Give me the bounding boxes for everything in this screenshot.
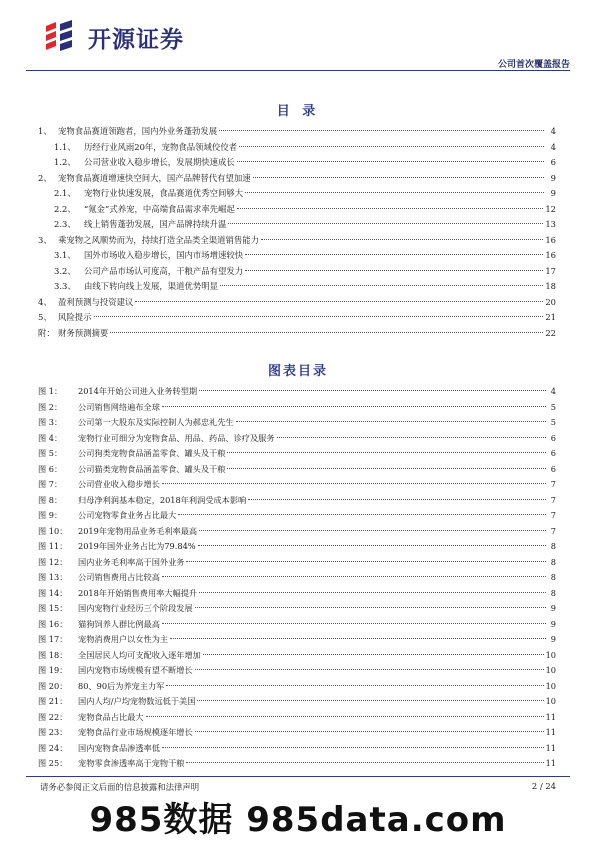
figure-entry[interactable]: [38, 524, 556, 540]
toc-entry-number: 1.1、: [54, 141, 76, 152]
toc-entry[interactable]: [38, 233, 556, 249]
figure-leader-dots: [198, 545, 546, 546]
figure-entry[interactable]: [38, 648, 556, 664]
figure-entry[interactable]: [38, 601, 556, 617]
figure-entry-text: 公司狗类宠物食品涵盖零食、罐头及干粮: [78, 448, 226, 458]
figure-entry-number: 图 4：: [38, 432, 63, 443]
toc-entry-number: 3.3、: [54, 281, 76, 291]
figure-entry-page: 7: [550, 510, 556, 520]
figure-entry-number: 图 14：: [38, 587, 68, 598]
figure-entry-text: 公司销售网络遍布全球: [78, 401, 160, 412]
figure-entry-page: 11: [545, 742, 556, 753]
figure-entry-number: 图 5：: [38, 448, 63, 458]
toc-leader-dots: [219, 130, 544, 131]
figure-entry-text: 公司销售费用占比较高: [78, 572, 160, 582]
figure-entry[interactable]: [38, 431, 556, 447]
toc-leader-dots: [253, 177, 544, 178]
figure-entry[interactable]: [38, 741, 556, 757]
figure-entry-page: 7: [550, 494, 556, 505]
toc-entry[interactable]: [38, 310, 556, 326]
toc-entry-text: 财务预测摘要: [58, 327, 109, 338]
figure-entry-page: 6: [550, 463, 556, 474]
figure-entry-page: 11: [545, 711, 556, 722]
toc-leader-dots: [135, 301, 543, 302]
toc-entry-page: 4: [550, 141, 556, 152]
figure-leader-dots: [203, 654, 544, 655]
toc-leader-dots: [237, 208, 543, 209]
figure-entry-page: 7: [550, 525, 556, 536]
toc-entry-text: 盈利预测与投资建议: [58, 296, 134, 307]
figure-entry-number: 图 1：: [38, 386, 63, 396]
watermark: 985数据 985data.com: [89, 800, 507, 840]
toc-leader-dots: [228, 223, 543, 224]
figure-entry-text: 宠物消费用户以女性为主: [78, 634, 169, 644]
toc-entry-text: 线上销售蓬勃发展，国产品牌持续升温: [84, 219, 227, 229]
figure-entry-number: 图 21：: [38, 696, 68, 706]
figure-leader-dots: [236, 421, 546, 422]
figure-entry-text: 公司猫类宠物食品涵盖零食、罐头及干粮: [78, 463, 226, 474]
figure-leader-dots: [146, 716, 544, 717]
figure-entry-page: 10: [545, 665, 556, 675]
figure-entry-number: 图 8：: [38, 494, 63, 505]
figure-entry-number: 图 10：: [38, 525, 68, 536]
toc-entry-page: 16: [545, 250, 556, 260]
figure-entry-text: 公司第一大股东及实际控制人为郝忠礼先生: [78, 417, 234, 427]
figure-entry-number: 图 24：: [38, 742, 68, 753]
toc-entry-number: 3、: [38, 234, 52, 245]
figure-entry-page: 11: [545, 727, 556, 737]
figure-entry[interactable]: [38, 477, 556, 493]
toc-entry-page: 22: [545, 327, 556, 338]
brand-mark-icon: [42, 18, 82, 56]
figure-leader-dots: [195, 731, 544, 732]
figure-entry-number: 图 22：: [38, 711, 68, 722]
figure-entry-page: 6: [550, 432, 556, 443]
figure-entry-number: 图 11：: [38, 541, 68, 551]
figure-entry[interactable]: [38, 384, 556, 400]
toc-entry-page: 16: [545, 234, 556, 245]
figure-entry[interactable]: [38, 493, 556, 509]
toc-entry-number: 2.1、: [54, 188, 76, 198]
toc-entry-page: 21: [545, 312, 556, 322]
figure-entry-number: 图 16：: [38, 618, 68, 629]
figure-entry-page: 10: [545, 680, 556, 691]
figure-leader-dots: [166, 685, 543, 686]
toc-leader-dots: [245, 192, 544, 193]
toc-entry-page: 18: [545, 281, 556, 291]
figure-leader-dots: [195, 669, 544, 670]
toc-entry-page: 9: [550, 172, 556, 183]
brand-logo: [42, 18, 184, 56]
figure-entry-page: 4: [550, 386, 556, 396]
figure-entry-number: 图 23：: [38, 727, 68, 737]
toc-entry-number: 2.2、: [54, 203, 76, 214]
figure-entry-text: 2014年开始公司进入业务转型期: [78, 386, 198, 396]
toc-entry-page: 9: [550, 188, 556, 198]
toc-leader-dots: [110, 332, 543, 333]
header-divider: [26, 70, 570, 71]
toc-leader-dots: [237, 161, 544, 162]
toc-entry[interactable]: [38, 264, 556, 280]
toc-entry-text: 由线下转向线上发展，渠道优势明显: [84, 281, 218, 291]
figure-entry-text: 国内人均/户均宠物数远低于美国: [78, 696, 196, 706]
toc-entry[interactable]: [38, 295, 556, 311]
toc-entry[interactable]: [38, 124, 556, 140]
table-of-contents: [38, 124, 556, 341]
figure-leader-dots: [186, 762, 543, 763]
figure-entry-number: 图 15：: [38, 603, 68, 613]
figure-leader-dots: [186, 561, 546, 562]
figure-leader-dots: [195, 607, 546, 608]
toc-entry-number: 4、: [38, 296, 52, 307]
figure-leader-dots: [162, 576, 546, 577]
toc-entry-page: 4: [550, 126, 556, 136]
toc-entry-number: 3.2、: [54, 265, 76, 276]
toc-entry-number: 1、: [38, 126, 52, 136]
toc-entry-text: 宠物食品赛道增速快空间大，国产品牌替代有望加速: [58, 172, 251, 183]
figure-leader-dots: [162, 747, 544, 748]
figure-entry-page: 9: [550, 634, 556, 644]
toc-entry-number: 2、: [38, 172, 52, 183]
figure-list: [38, 384, 556, 772]
page-indicator: 2 / 24: [531, 781, 556, 791]
toc-entry-text: 风险提示: [58, 312, 92, 322]
figure-entry[interactable]: [38, 710, 556, 726]
figure-entry-number: 图 13：: [38, 572, 68, 582]
toc-entry-number: 1.2、: [54, 157, 76, 167]
figure-entry-page: 8: [550, 556, 556, 567]
figure-entry-text: 国内宠物食品渗透率低: [78, 742, 160, 753]
toc-entry[interactable]: [38, 326, 556, 342]
figure-entry[interactable]: [38, 462, 556, 478]
figure-entry-page: 8: [550, 587, 556, 598]
toc-leader-dots: [261, 239, 543, 240]
figure-entry-page: 9: [550, 618, 556, 629]
figure-entry-text: 80、90后为养宠主力军: [78, 680, 165, 691]
figure-entry[interactable]: [38, 679, 556, 695]
figure-entry-number: 图 12：: [38, 556, 68, 567]
toc-entry[interactable]: [38, 155, 556, 171]
toc-entry-text: 宠物行业快速发展，食品赛道优秀空间够大: [84, 188, 244, 198]
toc-entry-number: 5、: [38, 312, 52, 322]
toc-entry-number: 3.1、: [54, 250, 76, 260]
figure-entry[interactable]: [38, 508, 556, 524]
toc-entry-number: 附：: [38, 327, 55, 338]
figure-entry-page: 6: [550, 448, 556, 458]
figure-entry-text: 国内业务毛利率高于国外业务: [78, 556, 185, 567]
toc-entry-text: 国外市场收入稳步增长，国内市场增速较快: [84, 250, 244, 260]
footer-divider: [26, 776, 570, 777]
figures-title: 图表目录: [267, 364, 328, 379]
figure-entry-text: 2019年国外业务占比为79.84%: [78, 541, 196, 551]
figure-entry[interactable]: [38, 694, 556, 710]
toc-entry-page: 13: [545, 219, 556, 229]
figure-entry-number: 图 7：: [38, 479, 63, 489]
figure-entry-text: 公司宠物零食业务占比最大: [78, 510, 177, 520]
toc-leader-dots: [245, 270, 543, 271]
figure-entry[interactable]: [38, 415, 556, 431]
report-type: 公司首次覆盖报告: [497, 60, 570, 70]
toc-entry-number: 2.3、: [54, 219, 76, 229]
figure-leader-dots: [197, 700, 543, 701]
figure-entry-text: 宠物零食渗透率高于宠物干粮: [78, 758, 185, 768]
figure-entry-number: 图 2：: [38, 401, 63, 412]
toc-entry[interactable]: [38, 248, 556, 264]
figure-entry-number: 图 9：: [38, 510, 63, 520]
toc-leader-dots: [245, 254, 543, 255]
figure-entry[interactable]: [38, 632, 556, 648]
figure-leader-dots: [162, 623, 546, 624]
page-header: [26, 14, 570, 70]
toc-entry-text: 历经行业风雨20年，宠物食品领域佼佼者: [84, 141, 238, 152]
toc-entry-page: 12: [545, 203, 556, 214]
toc-leader-dots: [94, 316, 544, 317]
figure-entry-page: 10: [545, 696, 556, 706]
figure-entry-number: 图 3：: [38, 417, 63, 427]
figure-entry[interactable]: [38, 725, 556, 741]
toc-title: 目 录: [276, 104, 320, 119]
figure-entry-text: 国内宠物行业经历三个阶段发展: [78, 603, 193, 613]
figure-entry-number: 图 17：: [38, 634, 68, 644]
figure-entry-page: 11: [545, 758, 556, 768]
figure-leader-dots: [199, 390, 546, 391]
toc-entry[interactable]: [38, 186, 556, 202]
toc-entry-page: 17: [545, 265, 556, 276]
figure-entry[interactable]: [38, 446, 556, 462]
figure-entry-text: 全国居民人均可支配收入逐年增加: [78, 649, 201, 660]
toc-leader-dots: [220, 285, 543, 286]
toc-leader-dots: [239, 146, 544, 147]
toc-entry[interactable]: [38, 140, 556, 156]
figure-entry-text: 归母净利润基本稳定，2018年利润受成本影响: [78, 494, 247, 505]
figure-entry-page: 5: [550, 401, 556, 412]
figure-leader-dots: [199, 530, 546, 531]
figure-entry-page: 10: [545, 649, 556, 660]
brand-name: 开源证券: [88, 26, 184, 53]
figure-entry-text: 国内宠物市场规模有望不断增长: [78, 665, 193, 675]
figure-leader-dots: [227, 452, 546, 453]
figure-entry[interactable]: [38, 539, 556, 555]
figure-entry-page: 8: [550, 572, 556, 582]
figure-entry-text: 2019年宠物用品业务毛利率最高: [78, 525, 198, 536]
figure-leader-dots: [178, 514, 546, 515]
toc-entry[interactable]: [38, 279, 556, 295]
figure-leader-dots: [277, 437, 546, 438]
toc-entry[interactable]: [38, 202, 556, 218]
figure-entry-text: 宠物食品行业市场规模逐年增长: [78, 727, 193, 737]
figure-leader-dots: [227, 468, 546, 469]
figure-leader-dots: [162, 406, 546, 407]
figure-entry-number: 图 18：: [38, 649, 68, 660]
figure-entry-text: 公司营业收入稳步增长: [78, 479, 160, 489]
figure-entry[interactable]: [38, 663, 556, 679]
toc-entry-page: 20: [545, 296, 556, 307]
figure-entry[interactable]: [38, 555, 556, 571]
figure-leader-dots: [248, 499, 546, 500]
footer-disclaimer: 请务必参阅正文后面的信息披露和法律声明: [40, 782, 200, 792]
figure-entry-number: 图 25：: [38, 758, 68, 768]
toc-entry-page: 6: [550, 157, 556, 167]
figure-entry-number: 图 6：: [38, 463, 63, 474]
figure-entry[interactable]: [38, 400, 556, 416]
figure-entry-text: 宠物行业可细分为宠物食品、用品、药品、诊疗及服务: [78, 432, 275, 443]
figure-entry-number: 图 19：: [38, 665, 68, 675]
figure-entry-page: 9: [550, 603, 556, 613]
toc-entry-text: 宠物食品赛道领跑者，国内外业务蓬勃发展: [58, 126, 218, 136]
figure-entry-page: 8: [550, 541, 556, 551]
figure-entry[interactable]: [38, 756, 556, 772]
toc-entry-text: 乘宠物之风顺势而为，持续打造全品类全渠道销售能力: [58, 234, 259, 245]
figure-leader-dots: [170, 638, 546, 639]
figure-entry-page: 5: [550, 417, 556, 427]
toc-entry-text: “氪金”式养宠，中高端食品需求率先崛起: [84, 203, 235, 214]
figure-entry[interactable]: [38, 586, 556, 602]
toc-entry[interactable]: [38, 217, 556, 233]
figure-entry-number: 图 20：: [38, 680, 68, 691]
toc-entry-text: 公司营业收入稳步增长，发展期快速成长: [84, 157, 235, 167]
toc-entry[interactable]: [38, 171, 556, 187]
figure-entry[interactable]: [38, 617, 556, 633]
figure-entry-text: 宠物食品占比最大: [78, 711, 144, 722]
figure-leader-dots: [199, 592, 546, 593]
figure-entry-page: 7: [550, 479, 556, 489]
figure-leader-dots: [162, 483, 546, 484]
figure-entry-text: 2018年开始销售费用率大幅提升: [78, 587, 198, 598]
figure-entry-text: 猫狗饲养人群比例最高: [78, 618, 160, 629]
figure-entry[interactable]: [38, 570, 556, 586]
toc-entry-text: 公司产品市场认可度高，干粮产品有望发力: [84, 265, 244, 276]
